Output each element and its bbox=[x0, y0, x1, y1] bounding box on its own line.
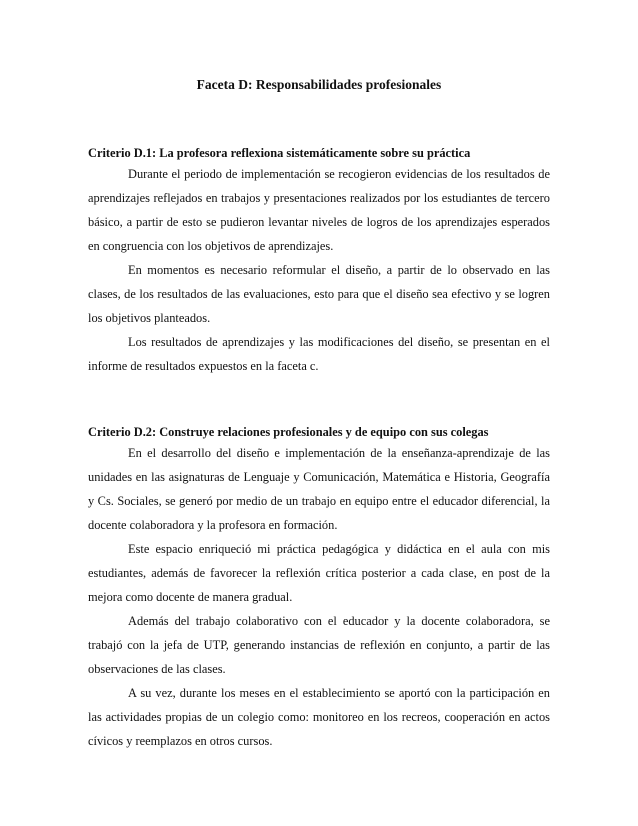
paragraph-d2-2: Este espacio enriqueció mi práctica pedagógica y didáctica en el aula con mis estudiantes, además de favorecer la reflexión crítica posterior a cada clase, en post de la mejora como docente de manera gradual. bbox=[88, 542, 550, 604]
paragraph-d2-4: A su vez, durante los meses en el establecimiento se aportó con la participación en las actividades propias de un colegio como: monitoreo en los recreos, cooperación en actos cívicos y reemplazos en otros cursos. bbox=[88, 686, 550, 748]
page-title: Faceta D: Responsabilidades profesionales bbox=[196, 77, 442, 92]
paragraph-d1-1: Durante el periodo de implementación se recogieron evidencias de los resultados de aprendizajes reflejados en trabajos y presentaciones realizados por los estudiantes de tercero básico, a partir de esto se pudieron levantar niveles de logros de los aprendizajes esperados en congruencia con los objetivos de aprendizajes. bbox=[88, 167, 550, 253]
paragraph-d2-3: Además del trabajo colaborativo con el educador y la docente colaboradora, se trabajó con la jefa de UTP, generando instancias de reflexión en conjunto, a partir de las observaciones de las clases. bbox=[88, 614, 550, 676]
section-heading-d1: Criterio D.1: La profesora reflexiona sistemáticamente sobre su práctica bbox=[88, 146, 471, 160]
paragraph-d1-2: En momentos es necesario reformular el diseño, a partir de lo observado en las clases, de los resultados de las evaluaciones, esto para que el diseño sea efectivo y se logren los objetivos planteados. bbox=[88, 263, 550, 325]
paragraph-d2-1: En el desarrollo del diseño e implementación de la enseñanza-aprendizaje de las unidades en las asignaturas de Lenguaje y Comunicación, Matemática e Historia, Geografía y Cs. Sociales, se generó por medio de un trabajo en equipo entre el educador diferencial, la docente colaboradora y la profesora en formación. bbox=[88, 446, 550, 532]
paragraph-d1-3: Los resultados de aprendizajes y las modificaciones del diseño, se presentan en el informe de resultados expuestos en la faceta c. bbox=[88, 335, 550, 373]
section-heading-d2: Criterio D.2: Construye relaciones profesionales y de equipo con sus colegas bbox=[88, 425, 489, 439]
